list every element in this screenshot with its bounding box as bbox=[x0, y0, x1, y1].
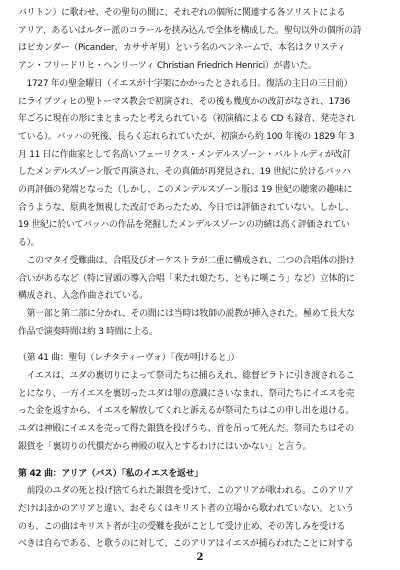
section-gap bbox=[18, 457, 382, 466]
text-line: のも、この曲はキリスト者が主の受難を我がことして受け止め、その苦しみを受ける bbox=[18, 521, 346, 532]
text-line: アリア、あるいはルター派のコラールを挟み込んで全体を構成した。聖句以外の個所の詩 bbox=[18, 25, 362, 36]
text-line: はピカンダー（Picander、カササギ男）という名のペンネームで、本名はクリスティ bbox=[18, 43, 346, 54]
text-line: 第一部と第二部に分かれ、その間には当時は牧師の説教が挿入された。極めて長大な bbox=[18, 308, 355, 319]
section-heading: 第 42 曲：アリア（バス）「私のイエスを返せ」 bbox=[18, 468, 203, 479]
paragraph-structure bbox=[18, 253, 382, 306]
section-gap bbox=[18, 341, 382, 350]
text-line: 19 世紀に於いてバッハの作品を発掘したメンデルスゾーンの功績は高く評価されてい bbox=[18, 220, 350, 231]
section-42 bbox=[18, 466, 382, 555]
text-line: 前段のユダの死と投げ捨てられた銀貨を受けて、このアリアが歌われる。このアリア bbox=[18, 486, 354, 497]
text-line: る）。 bbox=[18, 238, 40, 249]
page-number: 2 bbox=[196, 552, 204, 563]
text-line: したメンデルスゾーン版で再演され、その真価が再発見され、19 世紀に於けるバッハ bbox=[18, 167, 351, 178]
text-line: このマタイ受難曲は、合唱及びオーケストラが二重に構成され、二つの合唱体の掛け bbox=[18, 255, 355, 266]
text-line: べきは自らである、と歌うのに対して、このアリアはイエスが捕らわれたことに対する bbox=[18, 539, 354, 550]
text-line: 1727 年の聖金曜日（イエスが十字架にかかったとされる日。復活の主日の三日前） bbox=[18, 78, 353, 89]
section-41 bbox=[18, 350, 382, 456]
text-line: の再評価の発端となった（しかし、このメンデルスゾーン版は 19 世紀の聴衆の趣味に bbox=[18, 185, 353, 196]
text-line: だけはほかのアリアと違い、おそらくはキリスト者の立場から歌われていない。という bbox=[18, 503, 354, 514]
text-line: ユダは神殿にイエスを売って得た銀貨を投げうち、首を吊って死んだ。祭司たちはその bbox=[18, 424, 355, 435]
paragraph-duration bbox=[18, 306, 382, 341]
section-heading: （第 41 曲：聖句（レチタティーヴォ）「夜が明けると」） bbox=[18, 353, 240, 364]
text-line: 作品で演奏時間は約 3 時間に上る。 bbox=[18, 326, 158, 337]
text-line: アン・フリードリヒ・ヘンリーツィ Christian Friedrich Henrici）が書いた。 bbox=[18, 61, 317, 72]
paragraph-libretto bbox=[18, 5, 382, 76]
text-line: 月 11 日に作曲家として名高いフェーリクス・メンデルスゾーン・バルトルディが改訂 bbox=[18, 149, 351, 160]
text-line: 合いがあるなど（特に冒頭の導入合唱「来たれ娘たち、ともに嘆こう」など）立体的に bbox=[18, 273, 355, 284]
text-line: ている）。バッハの死後、長らく忘れられていたが、初演から約 100 年後の 1829 年 3 bbox=[18, 131, 355, 142]
text-line: った金を返すから、イエスを解放してくれと訴えるが祭司たちはこの申し出を退ける。 bbox=[18, 406, 355, 417]
text-line: 構成され、入念作曲されている。 bbox=[18, 291, 148, 302]
text-line: イエスは、ユダの裏切りによって祭司たちに捕らえれ、総督ピラトに引き渡されるこ bbox=[18, 371, 355, 382]
text-line: とになり、一方イエスを裏切ったユダは罪の意識にさいなまれ、祭司たちにイエスを売 bbox=[18, 388, 355, 399]
text-line: バリトン）に歌わせ、その聖句の間に、それぞれの個所に関連する各ソリストによる bbox=[18, 8, 346, 18]
text-line: 合うような、原典を無視した改訂であったため、今日では評価されていない。しかし、 bbox=[18, 202, 354, 213]
paragraph-history bbox=[18, 76, 382, 253]
text-line: 銀貨を「裏切りの代償だから神殿の収入とするわけにはいかない」と言う。 bbox=[18, 441, 312, 452]
text-line: にライプツィヒの聖トーマス教会で初演され、その後も幾度かの改訂がなされ、1736 bbox=[18, 96, 351, 107]
text-line: 年ごろに現在の形にまとまったと考えられている（初演稿による CD も録音、発売され bbox=[18, 114, 355, 125]
